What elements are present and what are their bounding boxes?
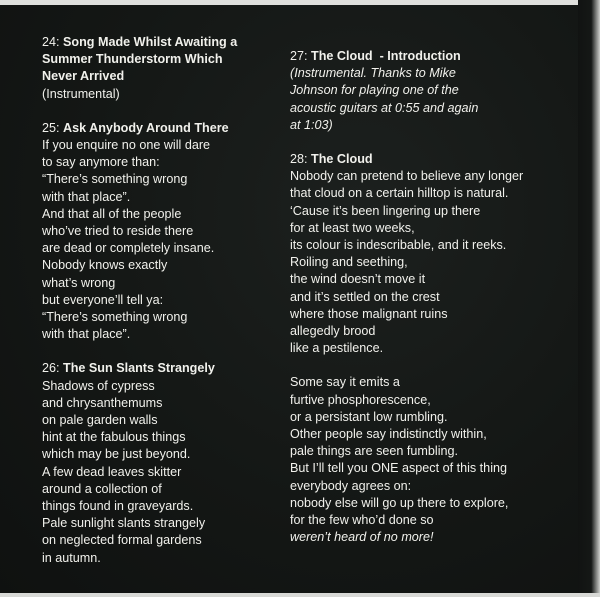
song-28 [290, 151, 580, 546]
lyric-line: nobody else will go up there to explore, [290, 495, 509, 510]
lyric-line: Nobody can pretend to believe any longer [290, 169, 524, 184]
song-title: Song Made Whilst Awaiting a [63, 35, 238, 49]
page-edge-right [578, 0, 600, 597]
song-24-title-line-3: Never Arrived [42, 69, 125, 84]
song-number: 25: [42, 120, 60, 135]
lyric-line: and chrysanthemums [42, 395, 163, 410]
song-24 [42, 34, 278, 103]
lyric-line: are dead or completely insane. [42, 241, 215, 256]
song-25 [42, 120, 278, 344]
lyric-line: to say anymore than: [42, 155, 160, 170]
lyric-line: hint at the fabulous things [42, 430, 186, 445]
lyric-line: around a collection of [42, 481, 162, 496]
song-25-title [42, 120, 278, 137]
lyric-line: for at least two weeks, [290, 220, 415, 235]
song-28-title [290, 151, 580, 168]
page-edge-top [0, 0, 600, 5]
credit-line: acoustic guitars at 0:55 and again [290, 100, 479, 115]
song-number: 27: [290, 49, 308, 63]
lyric-line: pale things are seen fumbling. [290, 444, 459, 459]
lyric-line: And that all of the people [42, 206, 182, 221]
lyric-line: or a persistant low rumbling. [290, 409, 448, 424]
lyric-line: its colour is indescribable, and it reeks. [290, 238, 507, 253]
song-number: 24: [42, 35, 60, 49]
lyric-line: Other people say indistinctly within, [290, 427, 487, 442]
song-title: Ask Anybody Around There [63, 120, 229, 135]
song-27 [290, 48, 580, 134]
lyric-line: what’s wrong [42, 275, 116, 290]
closing-italic-line: weren’t heard of no more! [290, 530, 434, 545]
song-number: 26: [42, 361, 60, 376]
lyric-line: “There’s something wrong [42, 172, 188, 187]
lyric-line: on neglected formal gardens [42, 533, 202, 548]
credit-line: Johnson for playing one of the [290, 83, 459, 98]
song-title: The Cloud [311, 152, 373, 167]
lyric-line: Shadows of cypress [42, 378, 155, 393]
lyric-line: like a pestilence. [290, 341, 384, 356]
lyric-line: that cloud on a certain hilltop is natural. [290, 186, 509, 201]
song-24-title-line-1 [42, 34, 278, 51]
song-24-title-line-2: Summer Thunderstorm Which [42, 52, 223, 67]
lyric-line: with that place”. [42, 189, 131, 204]
right-column [290, 48, 580, 563]
lyric-line: but everyone’ll tell ya: [42, 292, 164, 307]
lyric-line: on pale garden walls [42, 413, 158, 428]
lyric-line: Nobody knows exactly [42, 258, 168, 273]
lyric-line: who’ve tried to reside there [42, 224, 194, 239]
lyric-line: allegedly brood [290, 324, 376, 339]
lyric-line: Some say it emits a [290, 375, 400, 390]
lyric-line: furtive phosphorescence, [290, 392, 431, 407]
left-column [42, 34, 278, 584]
stanza-gap [290, 357, 580, 374]
lyric-line: Pale sunlight slants strangely [42, 516, 206, 531]
lyric-line: and it’s settled on the crest [290, 289, 440, 304]
song-26-title [42, 360, 278, 377]
lyric-line: the wind doesn’t move it [290, 272, 426, 287]
page-edge-bottom [0, 593, 600, 597]
lyric-line: everybody agrees on: [290, 478, 412, 493]
lyric-line: things found in graveyards. [42, 499, 194, 514]
lyric-line: which may be just beyond. [42, 447, 191, 462]
lyric-line: for the few who’d done so [290, 513, 434, 528]
song-title: The Cloud - Introduction [311, 49, 461, 63]
lyric-line: Roiling and seething, [290, 255, 408, 270]
lyric-line: If you enquire no one will dare [42, 138, 211, 153]
song-number: 28: [290, 152, 308, 167]
credit-line: at 1:03) [290, 117, 333, 132]
lyric-line: ‘Cause it’s been lingering up there [290, 203, 481, 218]
lyric-line: in autumn. [42, 550, 101, 565]
lyric-line: But I’ll tell you ONE aspect of this thing [290, 461, 507, 476]
lyric-line: with that place”. [42, 327, 131, 342]
song-title: The Sun Slants Strangely [63, 361, 215, 376]
lyric-line: “There’s something wrong [42, 310, 188, 325]
lyric-line: where those malignant ruins [290, 306, 448, 321]
lyric-line: A few dead leaves skitter [42, 464, 182, 479]
lyric-line: (Instrumental) [42, 86, 120, 101]
song-26 [42, 360, 278, 566]
song-27-title [290, 48, 580, 65]
credit-line: (Instrumental. Thanks to Mike [290, 66, 456, 81]
